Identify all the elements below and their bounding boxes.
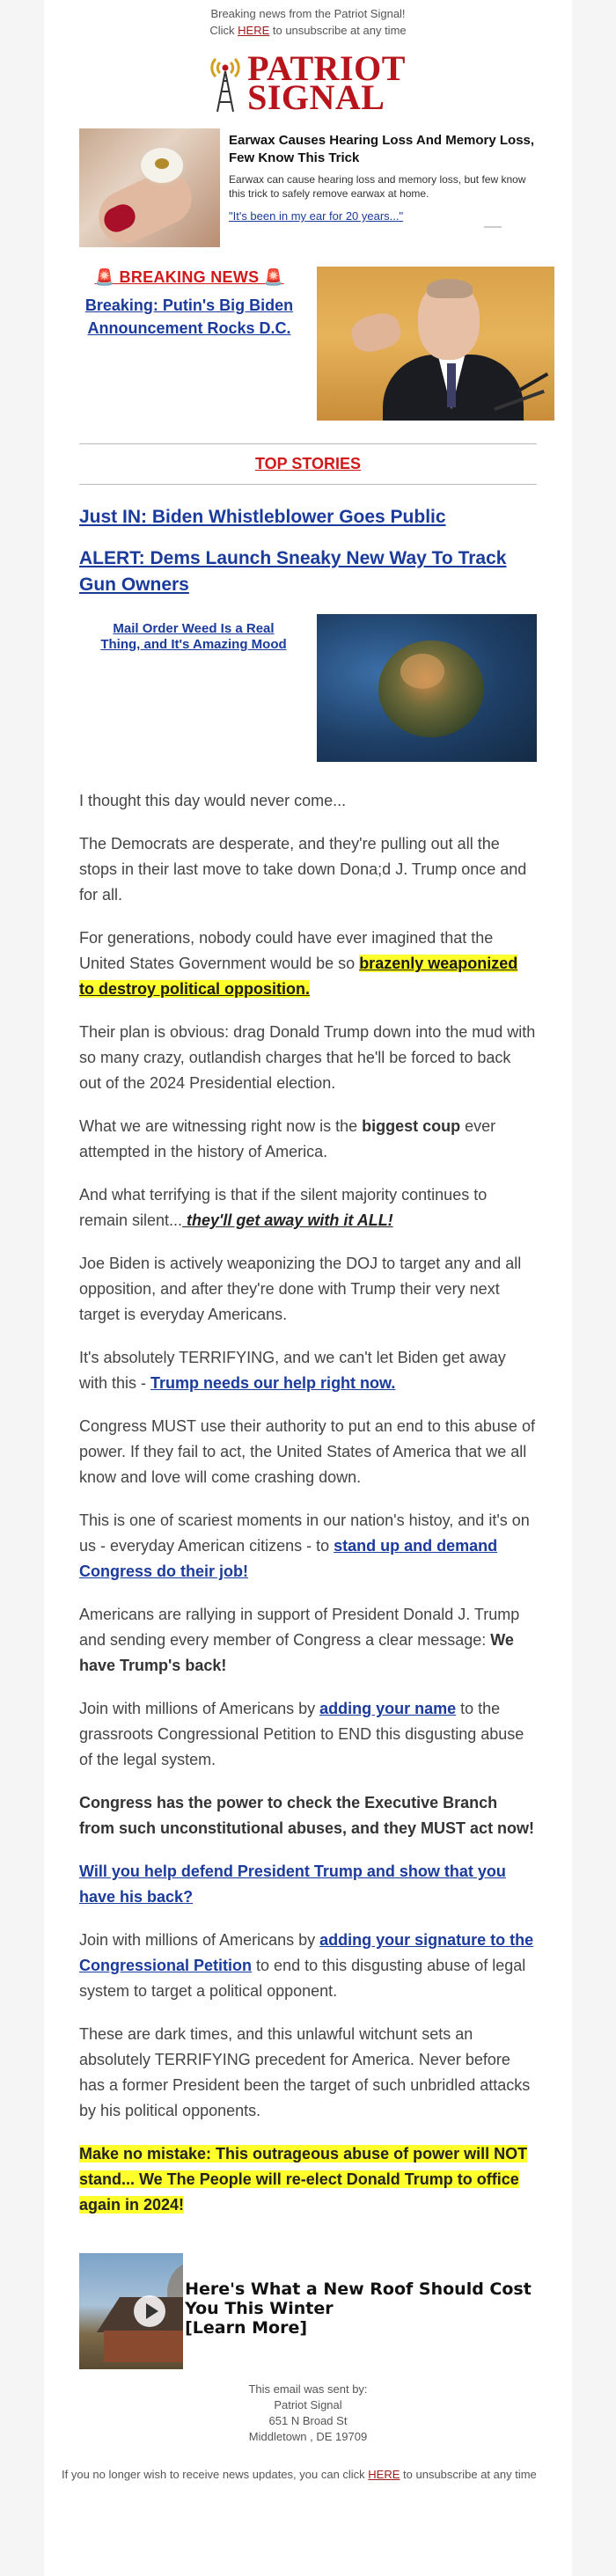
article-text: And what terrifying is that if the silent majority continues to remain silent... bbox=[79, 1186, 488, 1229]
roof-ad[interactable] bbox=[79, 2253, 554, 2369]
footer-line: This email was sent by: bbox=[248, 2382, 368, 2396]
demand-congress-link[interactable]: stand up and demand Congress do their job! bbox=[79, 1537, 498, 1580]
article-text: What we are witnessing right now is the bbox=[79, 1117, 363, 1135]
story-link-gun-owners[interactable]: ALERT: Dems Launch Sneaky New Way To Track Gun Owners bbox=[79, 548, 507, 595]
weed-story-link[interactable]: Mail Order Weed Is a Real Thing, and It's Amazing Mood bbox=[100, 621, 287, 652]
breaking-news-section bbox=[62, 267, 554, 421]
roof-ad-cta[interactable]: [Learn More] bbox=[185, 2318, 308, 2338]
earwax-ad-image[interactable] bbox=[79, 128, 220, 247]
logo-wordmark bbox=[247, 48, 406, 117]
article-text: It's absolutely TERRIFYING, and we can't let Biden get away with this - bbox=[79, 1349, 506, 1392]
footer-address-street: 651 N Broad St bbox=[268, 2414, 348, 2427]
article-text: to the grassroots Congressional Petition to END this disgusting abuse of the legal system. bbox=[79, 1700, 524, 1768]
preheader-unsubscribe-link[interactable]: HERE bbox=[238, 24, 270, 37]
weed-story bbox=[79, 614, 537, 762]
article-paragraph bbox=[79, 1602, 537, 1679]
article-paragraph bbox=[79, 1859, 537, 1910]
article-paragraph bbox=[79, 2141, 537, 2218]
top-stories-heading: TOP STORIES bbox=[254, 455, 362, 472]
article-body bbox=[79, 788, 537, 2218]
article-paragraph bbox=[79, 1928, 537, 2004]
ad-divider-bar bbox=[484, 226, 502, 228]
article-text: For generations, nobody could have ever imagined that the United States Government would be so bbox=[79, 929, 494, 972]
preheader-unsubscribe-line bbox=[44, 22, 572, 39]
patriot-signal-logo[interactable] bbox=[44, 49, 572, 116]
roof-ad-video-thumbnail[interactable] bbox=[79, 2253, 183, 2369]
article-paragraph: Joe Biden is actively weaponizing the DOJ to target any and all opposition, and after they're done with Trump their very next target is everyday Americans. bbox=[79, 1255, 522, 1323]
article-paragraph bbox=[79, 1696, 537, 1773]
article-paragraph: I thought this day would never come... bbox=[79, 792, 347, 809]
article-paragraph: Congress MUST use their authority to put an end to this abuse of power. If they fail to act, the United States of America that we all know and love will come crashing down. bbox=[79, 1417, 535, 1486]
article-text: This is one of scariest moments in our nation's histoy, and it's on us - everyday American citizens - to bbox=[79, 1511, 530, 1555]
article-paragraph bbox=[79, 1182, 537, 1233]
article-paragraph bbox=[79, 1114, 537, 1165]
final-highlighted-text: Make no mistake: This outrageous abuse of power will NOT stand... We The People will re-elect Donald Trump to office again in 2024! bbox=[79, 2145, 528, 2214]
article-text: Join with millions of Americans by bbox=[79, 1931, 320, 1949]
unsubscribe-text: If you no longer wish to receive news updates, you can click bbox=[62, 2468, 369, 2481]
earwax-ad-quote-link[interactable]: "It's been in my ear for 20 years..." bbox=[229, 209, 404, 223]
radio-tower-icon bbox=[210, 52, 240, 113]
article-text: to end to this disgusting abuse of legal system to target a political opponent. bbox=[79, 1957, 526, 2000]
unsubscribe-footer bbox=[62, 2466, 537, 2483]
preheader-line: Breaking news from the Patriot Signal! bbox=[210, 7, 406, 20]
story-link-whistleblower[interactable]: Just IN: Biden Whistleblower Goes Public bbox=[79, 507, 446, 527]
article-paragraph: The Democrats are desperate, and they're pulling out all the stops in their last move to take down Dona;d J. Trump once and for all. bbox=[79, 835, 527, 904]
get-away-link[interactable]: they'll get away with it ALL! bbox=[182, 1211, 393, 1229]
unsubscribe-text-end: to unsubscribe at any time bbox=[400, 2468, 537, 2481]
preheader-text: Click bbox=[209, 24, 238, 37]
trump-needs-help-link[interactable]: Trump needs our help right now. bbox=[150, 1374, 396, 1392]
breaking-news-image[interactable] bbox=[317, 267, 554, 421]
article-paragraph bbox=[79, 926, 537, 1002]
weaponized-link[interactable]: brazenly weaponized to destroy political opposition. bbox=[79, 955, 518, 998]
article-paragraph: These are dark times, and this unlawful witchunt sets an absolutely TERRIFYING precedent for America. Never before has a former President been the target of such unbridled attacks by his political opponents. bbox=[79, 2025, 531, 2119]
sender-footer bbox=[44, 2382, 572, 2445]
add-your-name-link[interactable]: adding your name bbox=[319, 1700, 457, 1717]
earwax-ad-description: Earwax can cause hearing loss and memory loss, but few know this trick to safely remove earwax at home. bbox=[229, 173, 526, 200]
article-paragraph bbox=[79, 1345, 537, 1396]
breaking-news-headline-link[interactable]: Breaking: Putin's Big Biden Announcement Rocks D.C. bbox=[84, 296, 294, 337]
footer-address-city: Middletown , DE 19709 bbox=[248, 2430, 368, 2443]
unsubscribe-link[interactable]: HERE bbox=[368, 2468, 400, 2481]
earwax-ad[interactable] bbox=[79, 128, 537, 247]
weed-story-image[interactable] bbox=[317, 614, 537, 762]
breaking-news-text bbox=[62, 267, 317, 421]
footer-sender-name: Patriot Signal bbox=[274, 2398, 342, 2411]
email-page bbox=[44, 0, 572, 2576]
article-paragraph: Congress has the power to check the Executive Branch from such unconstitutional abuses, and they MUST act now! bbox=[79, 1794, 535, 1837]
logo-word-signal: SIGNAL bbox=[247, 77, 385, 117]
article-text: Americans are rallying in support of President Donald J. Trump and sending every member of Congress a clear message: bbox=[79, 1606, 520, 1649]
earwax-ad-title[interactable]: Earwax Causes Hearing Loss And Memory Loss, Few Know This Trick bbox=[229, 133, 535, 165]
article-paragraph: Their plan is obvious: drag Donald Trump down into the mud with so many crazy, outlandish charges that he'll be forced to back out of the 2024 Presidential election. bbox=[79, 1023, 536, 1092]
article-paragraph bbox=[79, 1508, 537, 1584]
preheader-text-end: to unsubscribe at any time bbox=[269, 24, 407, 37]
roof-ad-title[interactable]: Here's What a New Roof Should Cost You This Winter bbox=[185, 2280, 532, 2318]
article-text: ever attempted in the history of America. bbox=[79, 1117, 496, 1160]
article-text: Join with millions of Americans by bbox=[79, 1700, 320, 1717]
roof-ad-text[interactable] bbox=[183, 2253, 554, 2369]
earwax-ad-body bbox=[220, 128, 537, 247]
article-bold-text: biggest coup bbox=[362, 1117, 461, 1135]
article-bold-text: We have Trump's back! bbox=[79, 1631, 514, 1674]
breaking-news-label: 🚨 BREAKING NEWS 🚨 bbox=[94, 268, 284, 286]
logo-word-patriot: PATRIOT bbox=[247, 48, 406, 88]
defend-trump-link[interactable]: Will you help defend President Trump and show that you have his back? bbox=[79, 1862, 506, 1906]
preheader bbox=[44, 0, 572, 39]
add-signature-link[interactable]: adding your signature to the Congressional Petition bbox=[79, 1931, 534, 1974]
